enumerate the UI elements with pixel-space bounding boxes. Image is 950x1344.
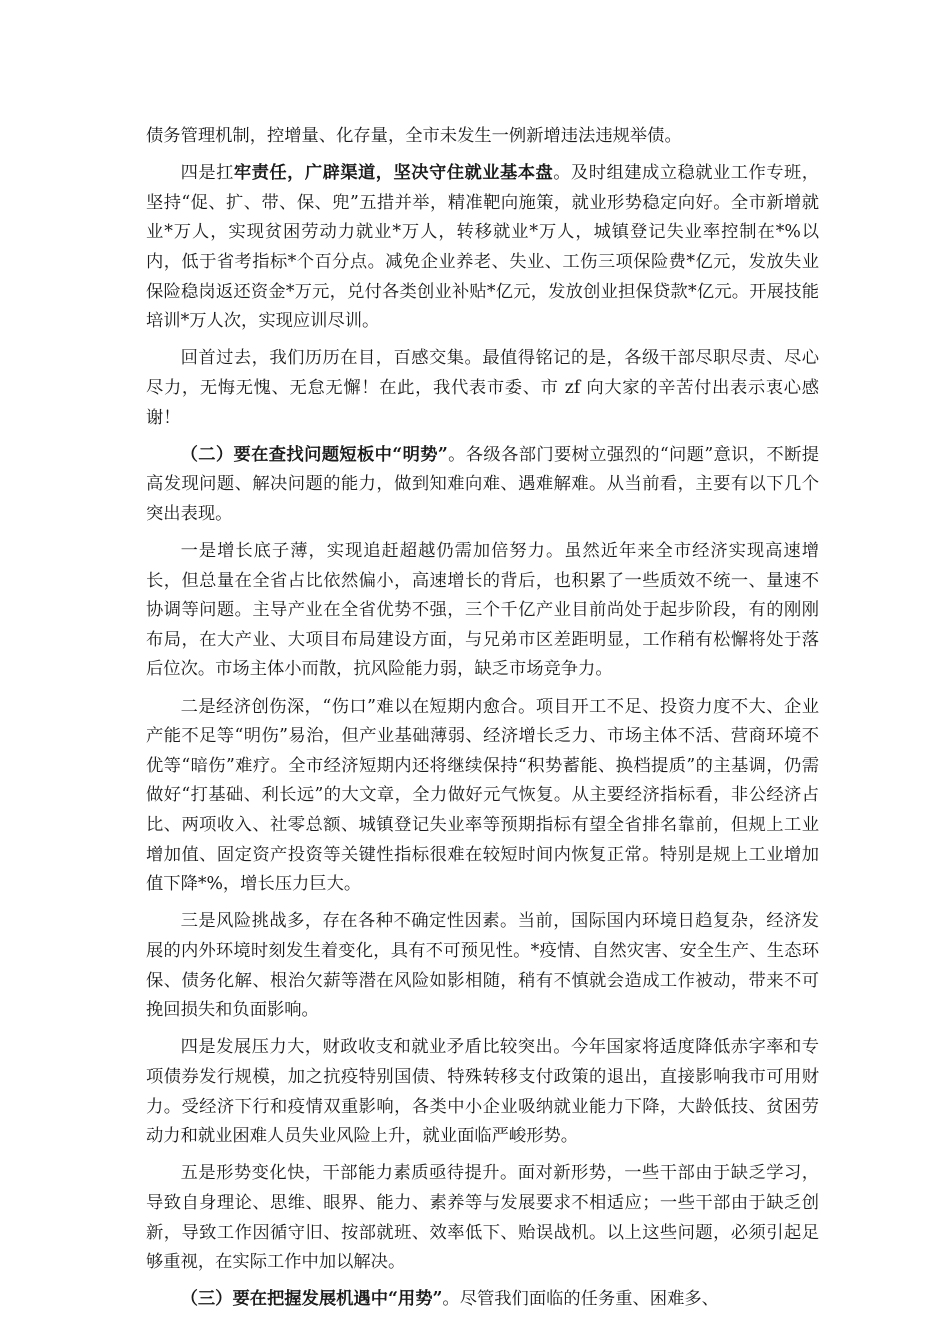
paragraph-text: 二是经济创伤深，“伤口”难以在短期内愈合。项目开工不足、投资力度不大、企业产能不足等“明伤”易治，但产业基础薄弱、经济增长乏力、市场主体不活、营商环境不优等“暗伤”难疗。全市经济短期内还将继续保持“积势蓄能、换档提质”的主基调，仍需做好“打基础、利长远”的大文章，全力做好元气恢复。从主要经济指标看，非公经济占比、两项收入、社零总额、城镇登记失业率等预期指标有望全省排名靠前，但规上工业增加值、固定资产投资等关键性指标很难在较短时间内恢复正常。特别是规上工业增加值下降*%，增长压力巨大。 [146,696,819,895]
paragraph-text: 债务管理机制，控增量、化存量，全市未发生一例新增违法违规举债。 [146,126,682,146]
paragraph-retrospect [146,344,819,433]
paragraph-employment [146,159,819,337]
paragraph-text: 三是风险挑战多，存在各种不确定性因素。当前，国际国内环境日趋复杂，经济发展的内外环境时刻发生着变化，具有不可预见性。*疫情、自然灾害、安全生产、生态环保、债务化解、根治欠薪等潜在风险如影相随，稍有不慎就会造成工作被动，带来不可挽回损失和负面影响。 [146,911,819,1021]
paragraph-text: 五是形势变化快，干部能力素质亟待提升。面对新形势，一些干部由于缺乏学习，导致自身理论、思维、眼界、能力、素养等与发展要求不相适应；一些干部由于缺乏创新，导致工作因循守旧、按部就班、效率低下、贻误战机。以上这些问题，必须引起足够重视，在实际工作中加以解决。 [146,1163,819,1273]
paragraph-point-4 [146,1033,819,1151]
document-body [146,122,819,1323]
paragraph-text: 。及时组建成立稳就业工作专班，坚持“促、扩、带、保、兜”五措并举，精准靶向施策，就业形势稳定向好。全市新增就业*万人，实现贫困劳动力就业*万人，转移就业*万人，城镇登记失业率控制在*%以内，低于省考指标*个百分点。减免企业养老、失业、工伤三项保险费*亿元，发放失业保险稳岗返还资金*万元，兑付各类创业补贴*亿元，发放创业担保贷款*亿元。开展技能培训*万人次，实现应训尽训。 [146,163,819,332]
paragraph-bold-heading: 牢责任，广辟渠道，坚决守住就业基本盘 [233,163,554,184]
paragraph-text: 回首过去，我们历历在目，百感交集。最值得铭记的是，各级干部尽职尽责、尽心尽力，无悔无愧、无怠无懈！在此，我代表市委、市 zf 向大家的辛苦付出表示衷心感谢！ [146,348,819,428]
paragraph-point-1 [146,537,819,685]
section-heading-3 [146,1285,819,1315]
paragraph-debt-management [146,122,819,152]
paragraph-text: 。各级各部门要树立强烈的“问题”意识，不断提高发现问题、解决问题的能力，做到知难向难、遇难解难。从当前看，主要有以下几个突出表现。 [146,444,819,524]
paragraph-lead: 四是扛 [180,163,234,184]
section-heading-bold: （二）要在查找问题短板中“明势” [180,444,448,465]
section-heading-2 [146,441,819,530]
paragraph-point-2 [146,693,819,900]
paragraph-text: 。尽管我们面临的任务重、困难多、 [442,1289,719,1310]
paragraph-point-3 [146,907,819,1025]
section-heading-bold: （三）要在把握发展机遇中“用势” [180,1289,443,1310]
paragraph-point-5 [146,1159,819,1277]
paragraph-text: 四是发展压力大，财政收支和就业矛盾比较突出。今年国家将适度降低赤字率和专项债券发行规模，加之抗疫特别国债、特殊转移支付政策的退出，直接影响我市可用财力。受经济下行和疫情双重影响，各类中小企业吸纳就业能力下降，大龄低技、贫困劳动力和就业困难人员失业风险上升，就业面临严峻形势。 [146,1037,819,1147]
paragraph-text: 一是增长底子薄，实现追赶超越仍需加倍努力。虽然近年来全市经济实现高速增长，但总量在全省占比依然偏小，高速增长的背后，也积累了一些质效不统一、量速不协调等问题。主导产业在全省优势不强，三个千亿产业目前尚处于起步阶段，有的刚刚布局，在大产业、大项目布局建设方面，与兄弟市区差距明显，工作稍有松懈将处于落后位次。市场主体小而散，抗风险能力弱，缺乏市场竞争力。 [146,541,819,680]
